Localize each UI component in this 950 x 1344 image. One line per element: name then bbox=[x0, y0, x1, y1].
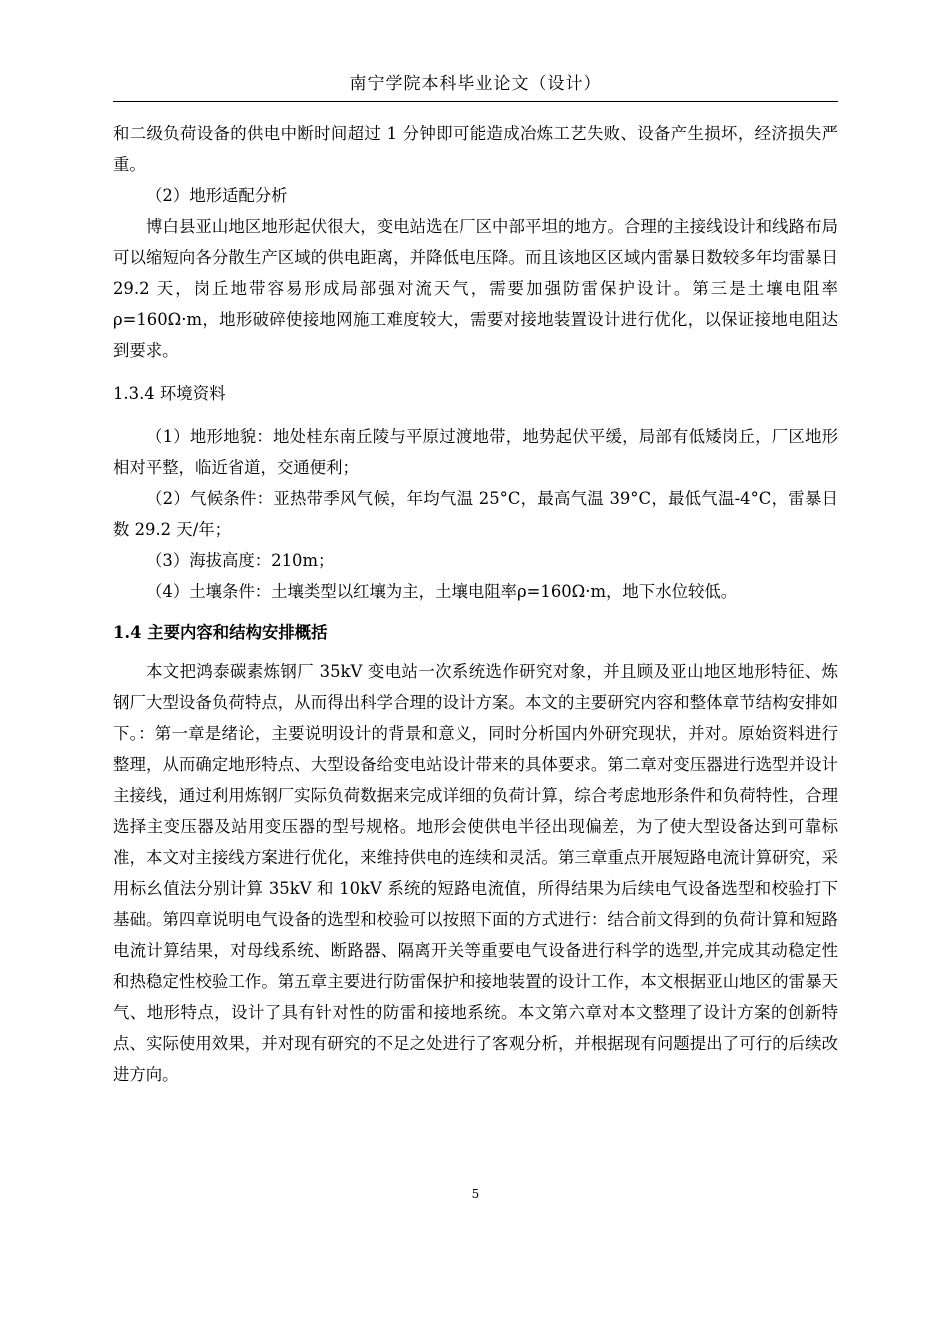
paragraph-terrain-analysis: 博白县亚山地区地形起伏很大，变电站选在厂区中部平坦的地方。合理的主接线设计和线路布局可以缩短向各分散生产区域的供电距离，并降低电压降。而且该地区区域内雷暴日数较多年均雷暴日 29.2 天，岗丘地带容易形成局部强对流天气，需要加强防雷保护设计。第三是土壤电阻率ρ=160Ω·m，地形破碎使接地网施工难度较大，需要对接地装置设计进行优化，以保证接地电阻达到要求。 bbox=[113, 217, 838, 360]
page-body bbox=[113, 118, 838, 1090]
page-number: 5 bbox=[471, 1187, 480, 1201]
section-heading-main-content: 1.4 主要内容和结构安排概括 bbox=[113, 623, 328, 642]
running-header: 南宁学院本科毕业论文（设计） bbox=[349, 74, 602, 94]
list-item-landform: （1）地形地貌：地处桂东南丘陵与平原过渡地带，地势起伏平缓，局部有低矮岗丘，厂区地形相对平整，临近省道，交通便利； bbox=[113, 427, 838, 477]
list-item-climate: （2）气候条件：亚热带季风气候，年均气温 25°C，最高气温 39°C，最低气温-4°C，雷暴日数 29.2 天/年； bbox=[113, 489, 838, 539]
list-item-soil: （4）土壤条件：土壤类型以红壤为主，土壤电阻率ρ=160Ω·m，地下水位较低。 bbox=[146, 582, 738, 601]
header-rule bbox=[113, 101, 838, 102]
subheading-terrain-analysis: （2）地形适配分析 bbox=[146, 186, 288, 205]
section-heading-environment: 1.3.4 环境资料 bbox=[113, 384, 226, 403]
list-item-altitude: （3）海拔高度：210m； bbox=[146, 551, 335, 570]
paragraph-continuation: 和二级负荷设备的供电中断时间超过 1 分钟即可能造成冶炼工艺失败、设备产生损坏，经济损失严重。 bbox=[113, 124, 838, 174]
paragraph-structure-overview: 本文把鸿泰碳素炼钢厂 35kV 变电站一次系统选作研究对象，并且顾及亚山地区地形特征、炼钢厂大型设备负荷特点，从而得出科学合理的设计方案。本文的主要研究内容和整体章节结构安排如下。：第一章是绪论，主要说明设计的背景和意义，同时分析国内外研究现状，并对。原始资料进行整理，从而确定地形特点、大型设备给变电站设计带来的具体要求。第二章对变压器进行选型并设计主接线，通过利用炼钢厂实际负荷数据来完成详细的负荷计算，综合考虑地形条件和负荷特性，合理选择主变压器及站用变压器的型号规格。地形会使供电半径出现偏差，为了使大型设备达到可靠标准，本文对主接线方案进行优化，来维持供电的连续和灵活。第三章重点开展短路电流计算研究，采用标幺值法分别计算 35kV 和 10kV 系统的短路电流值，所得结果为后续电气设备选型和校验打下基础。第四章说明电气设备的选型和校验可以按照下面的方式进行：结合前文得到的负荷计算和短路电流计算结果，对母线系统、断路器、隔离开关等重要电气设备进行科学的选型,并完成其动稳定性和热稳定性校验工作。第五章主要进行防雷保护和接地装置的设计工作，本文根据亚山地区的雷暴天气、地形特点，设计了具有针对性的防雷和接地系统。本文第六章对本文整理了设计方案的创新特点、实际使用效果，并对现有研究的不足之处进行了客观分析，并根据现有问题提出了可行的后续改进方向。 bbox=[113, 662, 838, 1084]
